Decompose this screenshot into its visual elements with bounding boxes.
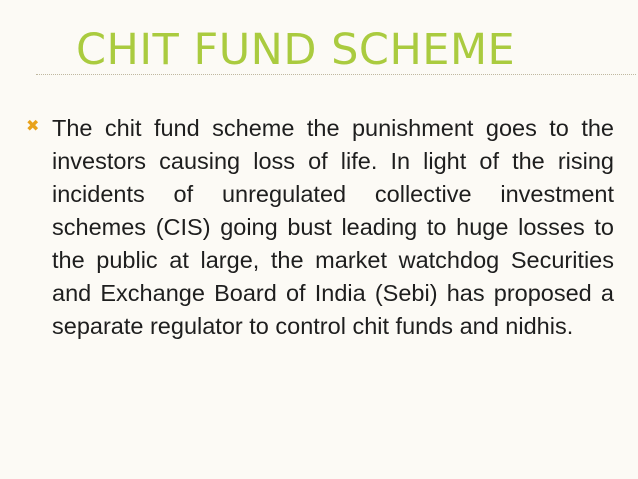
bullet-text: The chit fund scheme the punishment goes to the investors causing loss of life. In light of the rising incidents of unregulated collective investment schemes (CIS) going bust leading to huge losses to the public at large, the market watchdog Securities and Exchange Board of India (Sebi) has proposed a separate regulator to control chit funds and nidhis. xyxy=(52,115,614,339)
title-divider xyxy=(36,74,636,75)
slide-title: CHIT FUND SCHEME xyxy=(76,25,516,75)
title-area xyxy=(36,18,636,82)
bullet-list xyxy=(26,112,616,343)
x-mark-bullet-icon: ✖ xyxy=(26,116,40,135)
